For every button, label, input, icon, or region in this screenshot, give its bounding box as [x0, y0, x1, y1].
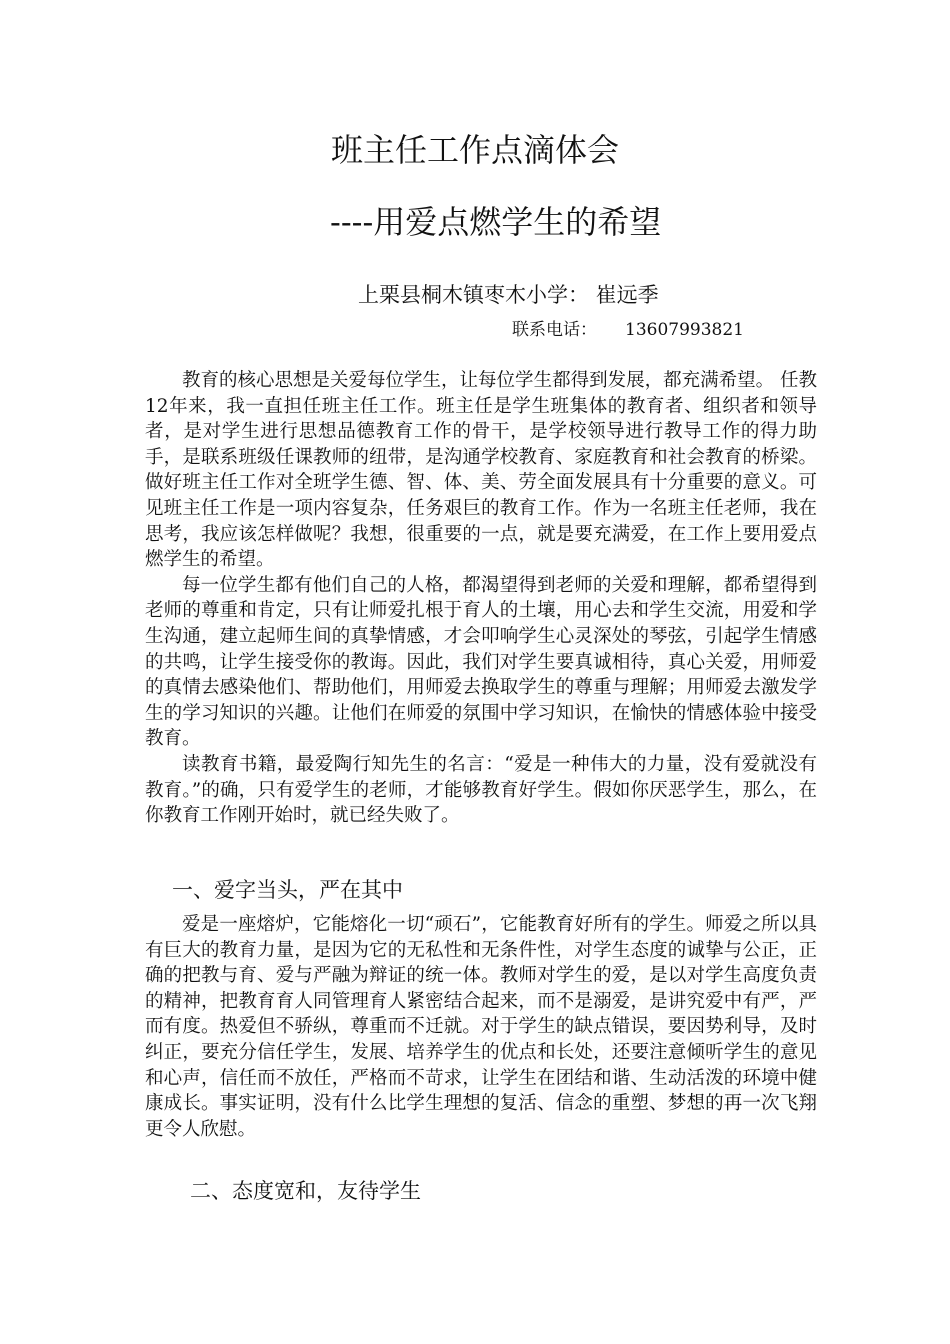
contact-phone: 13607993821: [625, 320, 744, 340]
paragraph: 教育的核心思想是关爱每位学生，让每位学生都得到发展，都充满希望。 任教12年来，我一直担任班主任工作。班主任是学生班集体的教育者、组织者和领导者，是对学生进行思想品德教育工作的骨干，是学校领导进行教导工作的得力助手，是联系班级任课教师的纽带，是沟通学校教育、家庭教育和社会教育的桥梁。做好班主任工作对全班学生德、智、体、美、劳全面发展具有十分重要的意义。可见班主任工作是一项内容复杂，任务艰巨的教育工作。作为一名班主任老师，我在思考，我应该怎样做呢？我想，很重要的一点，就是要充满爱，在工作上要用爱点燃学生的希望。: [145, 370, 817, 571]
section-heading: 一、爱字当头，严在其中: [172, 878, 403, 902]
paragraph: 每一位学生都有他们自己的人格，都渴望得到老师的关爱和理解，都希望得到老师的尊重和肯定，只有让师爱扎根于育人的土壤，用心去和学生交流，用爱和学生沟通，建立起师生间的真挚情感，才会叩响学生心灵深处的琴弦，引起学生情感的共鸣，让学生接受你的教诲。因此，我们对学生要真诚相待，真心关爱，用师爱的真情去感染他们、帮助他们，用师爱去换取学生的尊重与理解；用师爱去激发学生的学习知识的兴趣。让他们在师爱的氛围中学习知识，在愉快的情感体验中接受教育。: [145, 574, 817, 750]
paragraph: 读教育书籍，最爱陶行知先生的名言：“爱是一种伟大的力量，没有爱就没有教育。”的确，只有爱学生的老师，才能够教育好学生。假如你厌恶学生，那么，在你教育工作刚开始时，就已经失败了。: [145, 753, 817, 827]
section-1-body: [145, 912, 817, 1142]
contact-line: [512, 316, 744, 344]
page-subtitle: ----用爱点燃学生的希望: [330, 203, 662, 241]
page-title: 班主任工作点滴体会: [330, 131, 619, 169]
section-heading: 二、态度宽和，友待学生: [190, 1179, 421, 1203]
paragraph: 爱是一座熔炉，它能熔化一切“顽石”，它能教育好所有的学生。师爱之所以具有巨大的教育力量，是因为它的无私性和无条件性，对学生态度的诚挚与公正，正确的把教与育、爱与严融为辩证的统一体。教师对学生的爱，是以对学生高度负责的精神，把教育育人同管理育人紧密结合起来，而不是溺爱，是讲究爱中有严，严而有度。热爱但不骄纵，尊重而不迁就。对于学生的缺点错误，要因势利导，及时纠正，要充分信任学生，发展、培养学生的优点和长处，还要注意倾听学生的意见和心声，信任而不放任，严格而不苛求，让学生在团结和谐、生动活泼的环境中健康成长。事实证明，没有什么比学生理想的复活、信念的重塑、梦想的再一次飞翔更令人欣慰。: [145, 914, 817, 1140]
author-line: 上栗县桐木镇枣木小学： 崔远季: [358, 283, 659, 307]
contact-label: 联系电话：: [512, 320, 597, 340]
intro-section: [145, 368, 817, 829]
